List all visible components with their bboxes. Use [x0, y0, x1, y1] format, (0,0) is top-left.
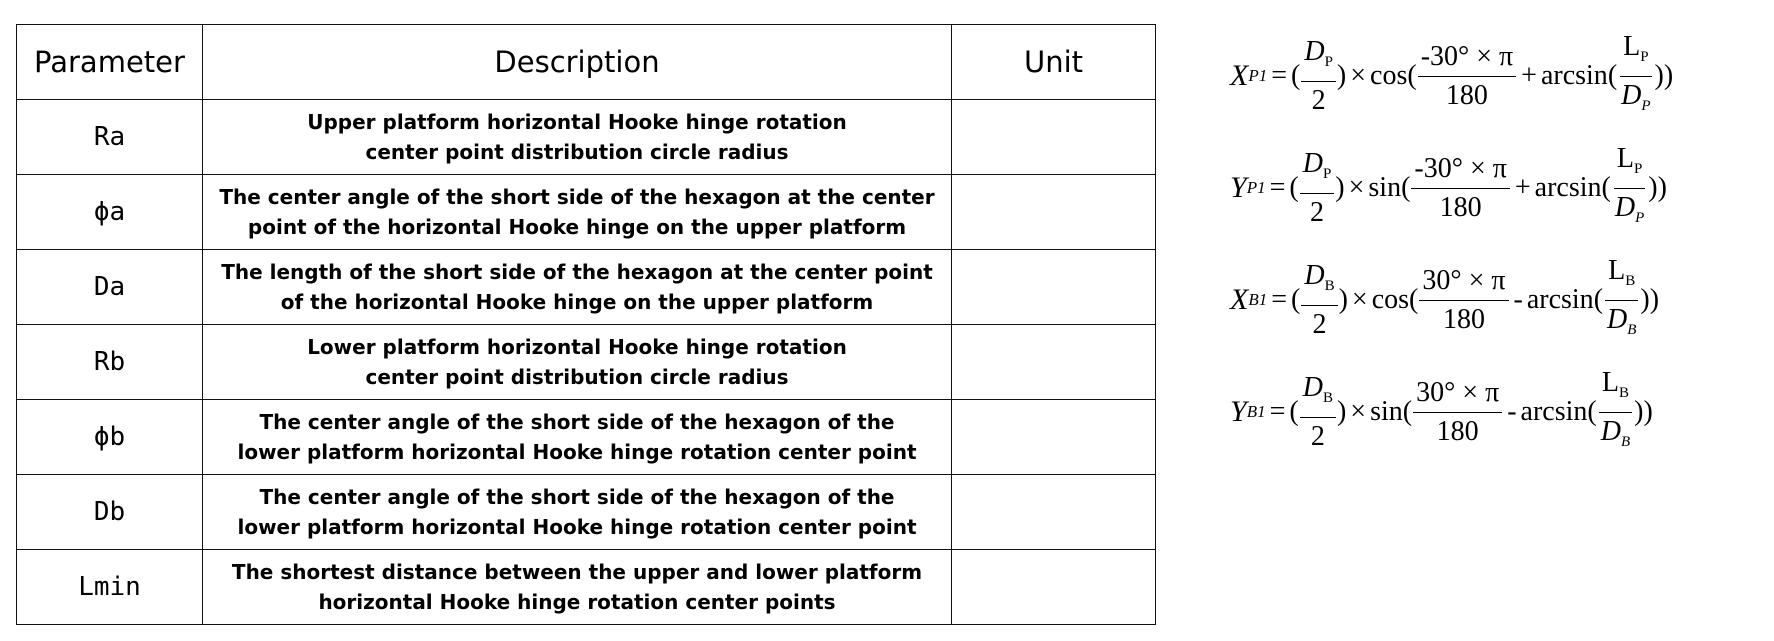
formula-lvar: L [1616, 142, 1634, 174]
parameter-cell: Lmin [17, 550, 203, 625]
description-line: The length of the short side of the hexagon at the center point [221, 260, 933, 284]
formula-lsub: B [1618, 384, 1629, 401]
unit-cell [952, 400, 1156, 475]
formula-arc: arcsin [1540, 60, 1608, 91]
formula-dsub: P [1324, 53, 1333, 70]
description-line: lower platform horizontal Hooke hinge rotation center point [237, 440, 917, 464]
unit-cell [952, 325, 1156, 400]
formula-dsub: B [1322, 389, 1333, 406]
formula-1: X P1 = ( $\frac{D_P}{2}$ ) × cos ( $\frac{-30^\circ \times \pi}{180}$ + arcsin ( $\frac{L_P}{D_P}$ )) [1230, 20, 1770, 132]
formula-op: + [1521, 60, 1537, 91]
description-cell [203, 475, 952, 550]
formula-var: X [1230, 283, 1249, 316]
table-row [17, 100, 1156, 175]
formula-lden-var: D [1600, 415, 1621, 447]
parameter-cell: Db [17, 475, 203, 550]
formula-sub: P1 [1248, 66, 1268, 85]
formula-dsub: B [1324, 277, 1335, 294]
parameter-cell: ϕa [17, 175, 203, 250]
formula-lsub: B [1625, 272, 1636, 289]
formula-dvar: D [1304, 259, 1325, 291]
formula-block [1230, 20, 1770, 468]
description-line: lower platform horizontal Hooke hinge rotation center point [237, 515, 917, 539]
unit-cell [952, 475, 1156, 550]
formula-4: Y B1 = ( $\frac{D_B}{2}$ ) × sin ( $\frac{30^\circ \times \pi}{180}$ - arcsin ( $\frac{L_B}{D_B}$ )) [1230, 356, 1770, 468]
formula-lvar: L [1623, 30, 1641, 62]
description-cell [203, 100, 952, 175]
description-line: The center angle of the short side of the hexagon of the [259, 485, 895, 509]
formula-3: X B1 = ( $\frac{D_B}{2}$ ) × cos ( $\frac{30^\circ \times \pi}{180}$ - arcsin ( $\frac{L_B}{D_B}$ )) [1230, 244, 1770, 356]
formula-lden-var: D [1607, 303, 1628, 335]
formula-dvar: D [1304, 35, 1325, 67]
formula-angle-num: -30° × π [1411, 151, 1509, 189]
formula-lden-sub: B [1627, 321, 1637, 338]
unit-cell [952, 550, 1156, 625]
description-line: The center angle of the short side of the hexagon at the center [219, 185, 935, 209]
formula-angle-den: 180 [1442, 303, 1485, 335]
formula-angle-den: 180 [1439, 191, 1482, 223]
formula-angle-num: -30° × π [1418, 39, 1516, 77]
formula-dvar: D [1302, 371, 1323, 403]
formula-lden-var: D [1614, 191, 1636, 223]
parameter-table [16, 24, 1156, 625]
formula-angle-den: 180 [1436, 415, 1479, 447]
parameter-cell: ϕb [17, 400, 203, 475]
formula-lvar: L [1608, 254, 1626, 286]
formula-sub: P1 [1246, 178, 1266, 197]
description-cell [203, 400, 952, 475]
description-cell [203, 325, 952, 400]
formula-angle-num: 30° × π [1413, 375, 1502, 413]
formula-dden: 2 [1309, 196, 1324, 228]
formula-dvar: D [1302, 147, 1323, 179]
table-row [17, 325, 1156, 400]
description-cell [203, 250, 952, 325]
formula-lden-sub: P [1641, 97, 1651, 114]
formula-angle-num: 30° × π [1419, 263, 1508, 301]
formula-arc: arcsin [1526, 284, 1594, 315]
formula-var: Y [1230, 171, 1247, 204]
formula-func: cos [1370, 60, 1408, 91]
table-header-row [17, 25, 1156, 100]
description-line: Lower platform horizontal Hooke hinge rotation [307, 335, 847, 359]
parameter-cell: Da [17, 250, 203, 325]
header-unit: Unit [952, 25, 1156, 100]
formula-op: + [1514, 172, 1531, 203]
formula-dden: 2 [1310, 420, 1325, 452]
parameter-cell: Rb [17, 325, 203, 400]
description-line: point of the horizontal Hooke hinge on the upper platform [247, 215, 907, 239]
formula-func: sin [1370, 396, 1403, 427]
formula-arc: arcsin [1520, 396, 1588, 427]
formula-op: - [1513, 284, 1523, 315]
parameter-cell: Ra [17, 100, 203, 175]
formula-lvar: L [1601, 366, 1619, 398]
table-row [17, 175, 1156, 250]
formula-lden-var: D [1621, 79, 1642, 111]
unit-cell [952, 175, 1156, 250]
table-row [17, 400, 1156, 475]
formula-func: sin [1368, 172, 1402, 203]
formula-var: Y [1230, 395, 1247, 428]
unit-cell [952, 100, 1156, 175]
description-line: Upper platform horizontal Hooke hinge rotation [307, 110, 847, 134]
description-cell [203, 175, 952, 250]
formula-sub: B1 [1246, 402, 1266, 421]
description-cell [203, 550, 952, 625]
formula-func: cos [1371, 284, 1410, 315]
formula-2: Y P1 = ( $\frac{D_P}{2}$ ) × sin ( $\frac{-30^\circ \times \pi}{180}$ + arcsin ( $\frac{L_P}{D_P}$ )) [1230, 132, 1770, 244]
unit-cell [952, 250, 1156, 325]
header-parameter: Parameter [17, 25, 203, 100]
description-line: The shortest distance between the upper and lower platform [231, 560, 923, 584]
description-line: The center angle of the short side of the hexagon of the [259, 410, 895, 434]
formula-sub: B1 [1248, 290, 1268, 309]
description-line: center point distribution circle radius [365, 365, 789, 389]
description-line: of the horizontal Hooke hinge on the upper platform [280, 290, 874, 314]
formula-var: X [1230, 59, 1249, 92]
description-line: horizontal Hooke hinge rotation center points [318, 590, 836, 614]
formula-lden-sub: P [1635, 209, 1645, 226]
header-description: Description [203, 25, 952, 100]
formula-dden: 2 [1312, 308, 1327, 340]
table-row [17, 475, 1156, 550]
formula-arc: arcsin [1534, 172, 1602, 203]
formula-op: - [1507, 396, 1517, 427]
formula-dsub: P [1322, 165, 1332, 182]
formula-dden: 2 [1311, 84, 1326, 116]
formula-angle-den: 180 [1445, 79, 1488, 111]
formula-lsub: P [1640, 48, 1649, 65]
description-line: center point distribution circle radius [365, 140, 789, 164]
table-row [17, 550, 1156, 625]
table-row [17, 250, 1156, 325]
formula-lden-sub: B [1620, 433, 1631, 450]
formula-lsub: P [1633, 160, 1643, 177]
